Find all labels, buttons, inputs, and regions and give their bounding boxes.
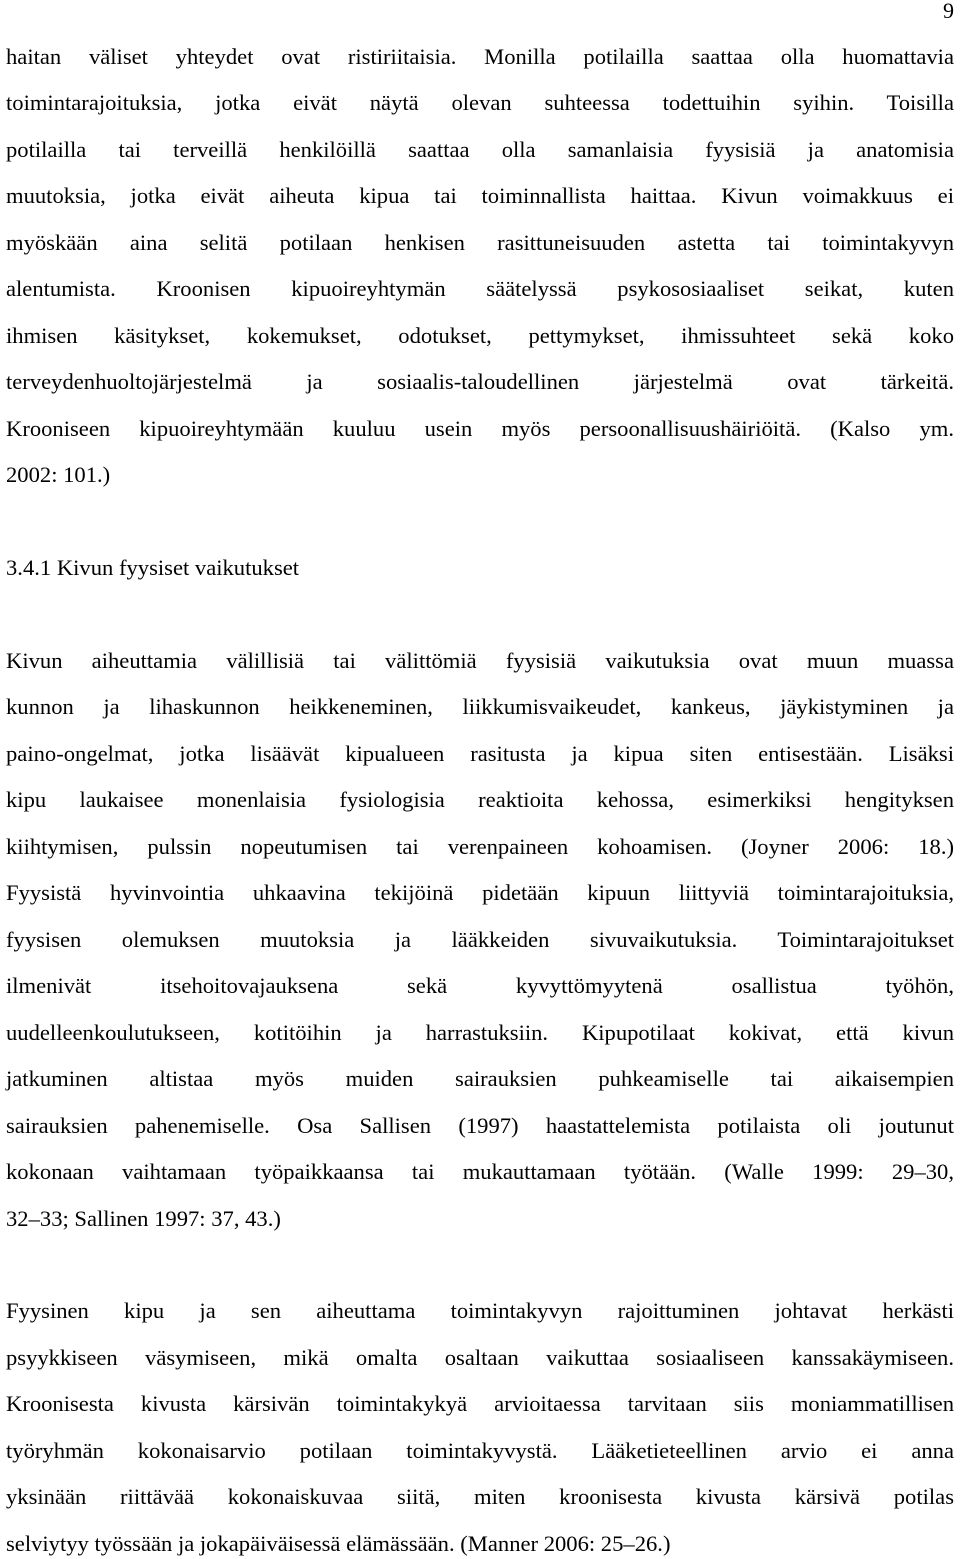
text-line: kunnon ja lihaskunnon heikkeneminen, liikkumisvaikeudet, kankeus, jäykistyminen ja [6,694,954,719]
text-line: muutoksia, jotka eivät aiheuta kipua tai toiminnallista haittaa. Kivun voimakkuus ei [6,183,954,208]
text-line: yksinään riittävää kokonaiskuvaa siitä, miten kroonisesta kivusta kärsivä potilas [6,1484,954,1509]
text-line: fyysisen olemuksen muutoksia ja lääkkeiden sivuvaikutuksia. Toimintarajoitukset [6,927,954,952]
text-line: terveydenhuoltojärjestelmä ja sosiaalis-taloudellinen järjestelmä ovat tärkeitä. [6,369,954,394]
text-line: sairauksien pahenemiselle. Osa Sallisen (1997) haastattelemista potilaista oli joutunut [6,1113,954,1138]
section-heading: 3.4.1 Kivun fyysiset vaikutukset [6,555,300,580]
text-line: Kroonisesta kivusta kärsivän toimintakykyä arvioitaessa tarvitaan siis moniammatillisen [6,1391,954,1416]
text-line: Fyysinen kipu ja sen aiheuttama toimintakyvyn rajoittuminen johtavat herkästi [6,1298,954,1323]
text-line: myöskään aina selitä potilaan henkisen rasittuneisuuden astetta tai toimintakyvyn [6,230,954,255]
text-line: kiihtymisen, pulssin nopeutumisen tai verenpaineen kohoamisen. (Joyner 2006: 18.) [6,834,954,859]
text-line: ihmisen käsitykset, kokemukset, odotukset, pettymykset, ihmissuhteet sekä koko [6,323,954,348]
text-line: uudelleenkoulutukseen, kotitöihin ja harrastuksiin. Kipupotilaat kokivat, että kivun [6,1020,954,1045]
text-line: työryhmän kokonaisarvio potilaan toimintakyvystä. Lääketieteellinen arvio ei anna [6,1438,954,1463]
text-line: alentumista. Kroonisen kipuoireyhtymän säätelyssä psykososiaaliset seikat, kuten [6,276,954,301]
text-line: Krooniseen kipuoireyhtymään kuuluu usein myös persoonallisuushäiriöitä. (Kalso ym. [6,416,954,441]
text-line: ilmenivät itsehoitovajauksena sekä kyvyttömyytenä osallistua työhön, [6,973,954,998]
text-line: haitan väliset yhteydet ovat ristiriitaisia. Monilla potilailla saattaa olla huomattavia [6,44,954,69]
text-line: kipu laukaisee monenlaisia fysiologisia reaktioita kehossa, esimerkiksi hengityksen [6,787,954,812]
text-line: selviytyy työssään ja jokapäiväisessä elämässään. (Manner 2006: 25–26.) [6,1531,671,1556]
text-line: 2002: 101.) [6,462,111,487]
text-line: Fyysistä hyvinvointia uhkaavina tekijöinä pidetään kipuun liittyviä toimintarajoituksia, [6,880,954,905]
text-line: kokonaan vaihtamaan työpaikkaansa tai mukauttamaan työtään. (Walle 1999: 29–30, [6,1159,954,1184]
text-line: potilailla tai terveillä henkilöillä saattaa olla samanlaisia fyysisiä ja anatomisia [6,137,954,162]
page-number: 9 [943,0,954,23]
text-line: toimintarajoituksia, jotka eivät näytä olevan suhteessa todettuihin syihin. Toisilla [6,90,954,115]
text-line: Kivun aiheuttamia välillisiä tai välittömiä fyysisiä vaikutuksia ovat muun muassa [6,648,954,673]
text-line: jatkuminen altistaa myös muiden sairauksien puhkeamiselle tai aikaisempien [6,1066,954,1091]
text-line: 32–33; Sallinen 1997: 37, 43.) [6,1206,281,1231]
text-line: paino-ongelmat, jotka lisäävät kipualueen rasitusta ja kipua siten entisestään. Lisäksi [6,741,954,766]
text-line: psyykkiseen väsymiseen, mikä omalta osaltaan vaikuttaa sosiaaliseen kanssakäymiseen. [6,1345,954,1370]
